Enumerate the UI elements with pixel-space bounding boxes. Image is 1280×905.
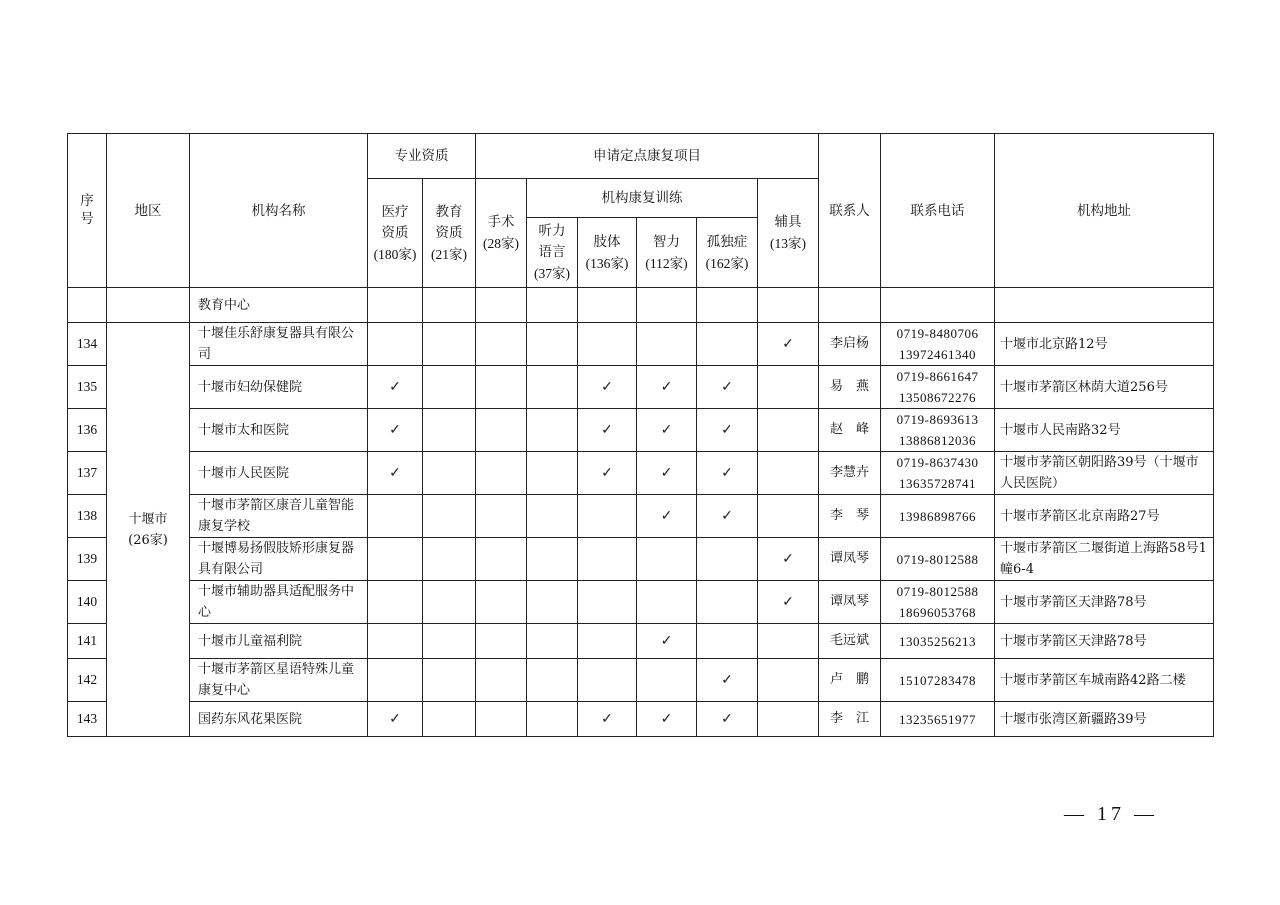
phone-cell: 15107283478	[881, 659, 995, 702]
phone-cell: 13035256213	[881, 624, 995, 659]
row-seq: 135	[68, 366, 107, 409]
check-mark-icon: ✓	[368, 702, 423, 737]
table-row	[68, 366, 1214, 409]
check-mark-icon: ✓	[697, 452, 758, 495]
org-name: 国药东风花果医院	[190, 702, 368, 737]
address-cell: 十堰市茅箭区北京南路27号	[995, 495, 1214, 538]
address-cell: 十堰市人民南路32号	[995, 409, 1214, 452]
rehab-institutions-table	[67, 133, 1214, 737]
row-seq: 136	[68, 409, 107, 452]
header-qualification: 专业资质	[368, 134, 476, 179]
contact-person: 李慧卉	[819, 452, 881, 495]
address-cell: 十堰市茅箭区车城南路42路二楼	[995, 659, 1214, 702]
check-mark-icon: ✓	[578, 452, 637, 495]
header-aids: 辅具 (13家)	[758, 179, 819, 288]
header-surgery: 手术 (28家)	[476, 179, 527, 288]
row-seq: 134	[68, 323, 107, 366]
address-cell: 十堰市茅箭区天津路78号	[995, 624, 1214, 659]
org-name: 十堰市太和医院	[190, 409, 368, 452]
header-autism: 孤独症 (162家)	[697, 218, 758, 288]
header-education: 教育 资质 (21家)	[423, 179, 476, 288]
table-row	[68, 624, 1214, 659]
address-cell: 十堰市茅箭区二堰街道上海路58号1幢6-4	[995, 538, 1214, 581]
contact-person: 毛远斌	[819, 624, 881, 659]
check-mark-icon: ✓	[368, 409, 423, 452]
check-mark-icon: ✓	[637, 366, 697, 409]
header-contact: 联系人	[819, 134, 881, 288]
contact-person: 谭凤琴	[819, 538, 881, 581]
header-intellect: 智力 (112家)	[637, 218, 697, 288]
check-mark-icon: ✓	[697, 702, 758, 737]
header-medical: 医疗 资质 (180家)	[368, 179, 423, 288]
header-projects: 申请定点康复项目	[476, 134, 819, 179]
check-mark-icon: ✓	[758, 538, 819, 581]
address-cell: 十堰市茅箭区朝阳路39号（十堰市人民医院）	[995, 452, 1214, 495]
phone-cell: 0719-8637430 13635728741	[881, 452, 995, 495]
org-name: 十堰佳乐舒康复器具有限公司	[190, 323, 368, 366]
check-mark-icon: ✓	[578, 702, 637, 737]
contact-person: 赵 峰	[819, 409, 881, 452]
phone-cell: 0719-8693613 13886812036	[881, 409, 995, 452]
table-row	[68, 495, 1214, 538]
table-row	[68, 452, 1214, 495]
check-mark-icon: ✓	[637, 624, 697, 659]
row-seq: 137	[68, 452, 107, 495]
contact-person: 李 琴	[819, 495, 881, 538]
header-hearing: 听力 语言 (37家)	[527, 218, 578, 288]
table-row	[68, 538, 1214, 581]
check-mark-icon: ✓	[758, 323, 819, 366]
org-name: 教育中心	[190, 288, 368, 323]
header-limb: 肢体 (136家)	[578, 218, 637, 288]
phone-cell: 0719-8012588 18696053768	[881, 581, 995, 624]
address-cell: 十堰市茅箭区林荫大道256号	[995, 366, 1214, 409]
row-seq: 138	[68, 495, 107, 538]
check-mark-icon: ✓	[637, 452, 697, 495]
org-name: 十堰市儿童福利院	[190, 624, 368, 659]
check-mark-icon: ✓	[697, 366, 758, 409]
contact-person: 李 江	[819, 702, 881, 737]
row-seq: 139	[68, 538, 107, 581]
table-row	[68, 702, 1214, 737]
table-row	[68, 288, 1214, 323]
check-mark-icon: ✓	[637, 409, 697, 452]
org-name: 十堰博易扬假肢矫形康复器具有限公司	[190, 538, 368, 581]
check-mark-icon: ✓	[758, 581, 819, 624]
region-cell: 十堰市 (26家)	[107, 323, 190, 737]
org-name: 十堰市人民医院	[190, 452, 368, 495]
phone-cell: 13986898766	[881, 495, 995, 538]
check-mark-icon: ✓	[578, 409, 637, 452]
header-phone: 联系电话	[881, 134, 995, 288]
header-org-name: 机构名称	[190, 134, 368, 288]
address-cell: 十堰市张湾区新疆路39号	[995, 702, 1214, 737]
check-mark-icon: ✓	[368, 452, 423, 495]
org-name: 十堰市茅箭区星语特殊儿童康复中心	[190, 659, 368, 702]
address-cell: 十堰市北京路12号	[995, 323, 1214, 366]
row-seq: 140	[68, 581, 107, 624]
phone-cell: 0719-8012588	[881, 538, 995, 581]
header-region: 地区	[107, 134, 190, 288]
phone-cell: 0719-8480706 13972461340	[881, 323, 995, 366]
check-mark-icon: ✓	[697, 495, 758, 538]
check-mark-icon: ✓	[578, 366, 637, 409]
check-mark-icon: ✓	[697, 409, 758, 452]
table-row	[68, 659, 1214, 702]
check-mark-icon: ✓	[697, 659, 758, 702]
address-cell: 十堰市茅箭区天津路78号	[995, 581, 1214, 624]
table-row	[68, 409, 1214, 452]
contact-person: 易 燕	[819, 366, 881, 409]
org-name: 十堰市辅助器具适配服务中心	[190, 581, 368, 624]
header-address: 机构地址	[995, 134, 1214, 288]
header-seq: 序号	[68, 134, 107, 288]
org-name: 十堰市茅箭区康音儿童智能康复学校	[190, 495, 368, 538]
check-mark-icon: ✓	[637, 702, 697, 737]
row-seq: 141	[68, 624, 107, 659]
check-mark-icon: ✓	[368, 366, 423, 409]
check-mark-icon: ✓	[637, 495, 697, 538]
phone-cell: 13235651977	[881, 702, 995, 737]
contact-person: 李启杨	[819, 323, 881, 366]
header-training: 机构康复训练	[527, 179, 758, 218]
org-name: 十堰市妇幼保健院	[190, 366, 368, 409]
row-seq: 142	[68, 659, 107, 702]
contact-person: 卢 鹏	[819, 659, 881, 702]
table-row	[68, 323, 1214, 366]
phone-cell: 0719-8661647 13508672276	[881, 366, 995, 409]
contact-person: 谭凤琴	[819, 581, 881, 624]
table-row	[68, 581, 1214, 624]
page-number: — 17 —	[1064, 803, 1158, 825]
row-seq: 143	[68, 702, 107, 737]
